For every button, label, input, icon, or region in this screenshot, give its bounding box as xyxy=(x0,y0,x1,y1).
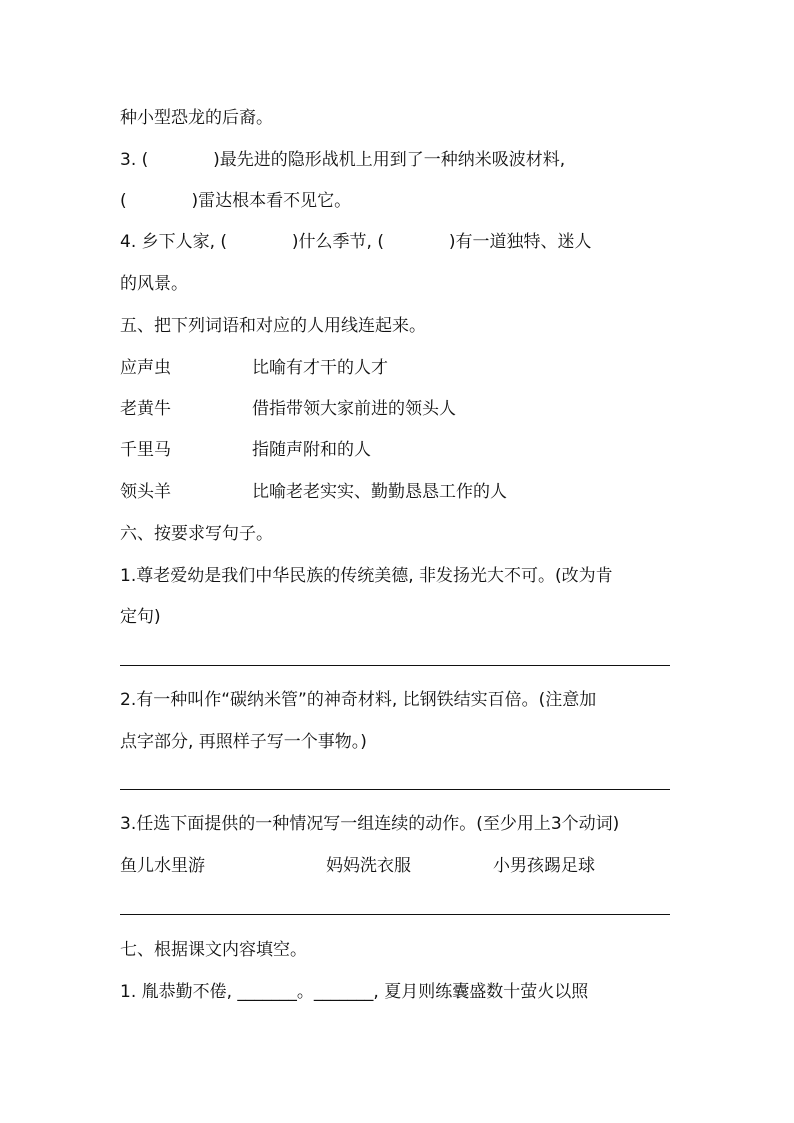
section-6-heading: 六、按要求写句子。 xyxy=(120,524,273,544)
answer-line[interactable] xyxy=(120,665,670,666)
matching-left-item: 千里马 xyxy=(120,440,171,460)
matching-right-item: 比喻有才干的人才 xyxy=(252,358,388,378)
matching-right-item: 借指带领大家前进的领头人 xyxy=(252,399,456,419)
question-4-line-2: 的风景。 xyxy=(120,274,188,294)
option-item: 妈妈洗衣服 xyxy=(326,856,411,876)
matching-left-item: 领头羊 xyxy=(120,482,171,502)
question-7-1-line: 1. 胤恭勤不倦, _______。_______, 夏月则练囊盛数十萤火以照 xyxy=(120,982,589,1002)
matching-left-item: 应声虫 xyxy=(120,358,171,378)
question-3-line-2: ( )雷达根本看不见它。 xyxy=(120,191,352,211)
question-3-line-1: 3. ( )最先进的隐形战机上用到了一种纳米吸波材料, xyxy=(120,150,566,170)
section-7-heading: 七、根据课文内容填空。 xyxy=(120,940,307,960)
question-6-2-line-2: 点字部分, 再照样子写一个事物。) xyxy=(120,732,367,752)
section-5-heading: 五、把下列词语和对应的人用线连起来。 xyxy=(120,316,426,336)
text-line: 种小型恐龙的后裔。 xyxy=(120,108,273,128)
question-4-line-1: 4. 乡下人家, ( )什么季节, ( )有一道独特、迷人 xyxy=(120,232,592,252)
answer-line[interactable] xyxy=(120,914,670,915)
answer-line[interactable] xyxy=(120,789,670,790)
question-6-1-line-1: 1.尊老爱幼是我们中华民族的传统美德, 非发扬光大不可。(改为肯 xyxy=(120,566,613,586)
question-6-1-line-2: 定句) xyxy=(120,607,161,627)
matching-right-item: 指随声附和的人 xyxy=(252,440,371,460)
option-item: 小男孩踢足球 xyxy=(493,856,595,876)
question-6-3-line: 3.任选下面提供的一种情况写一组连续的动作。(至少用上3个动词) xyxy=(120,814,620,834)
option-item: 鱼儿水里游 xyxy=(120,856,205,876)
matching-right-item: 比喻老老实实、勤勤恳恳工作的人 xyxy=(252,482,507,502)
matching-left-item: 老黄牛 xyxy=(120,399,171,419)
question-6-2-line-1: 2.有一种叫作“碳纳米管”的神奇材料, 比钢铁结实百倍。(注意加 xyxy=(120,690,597,710)
